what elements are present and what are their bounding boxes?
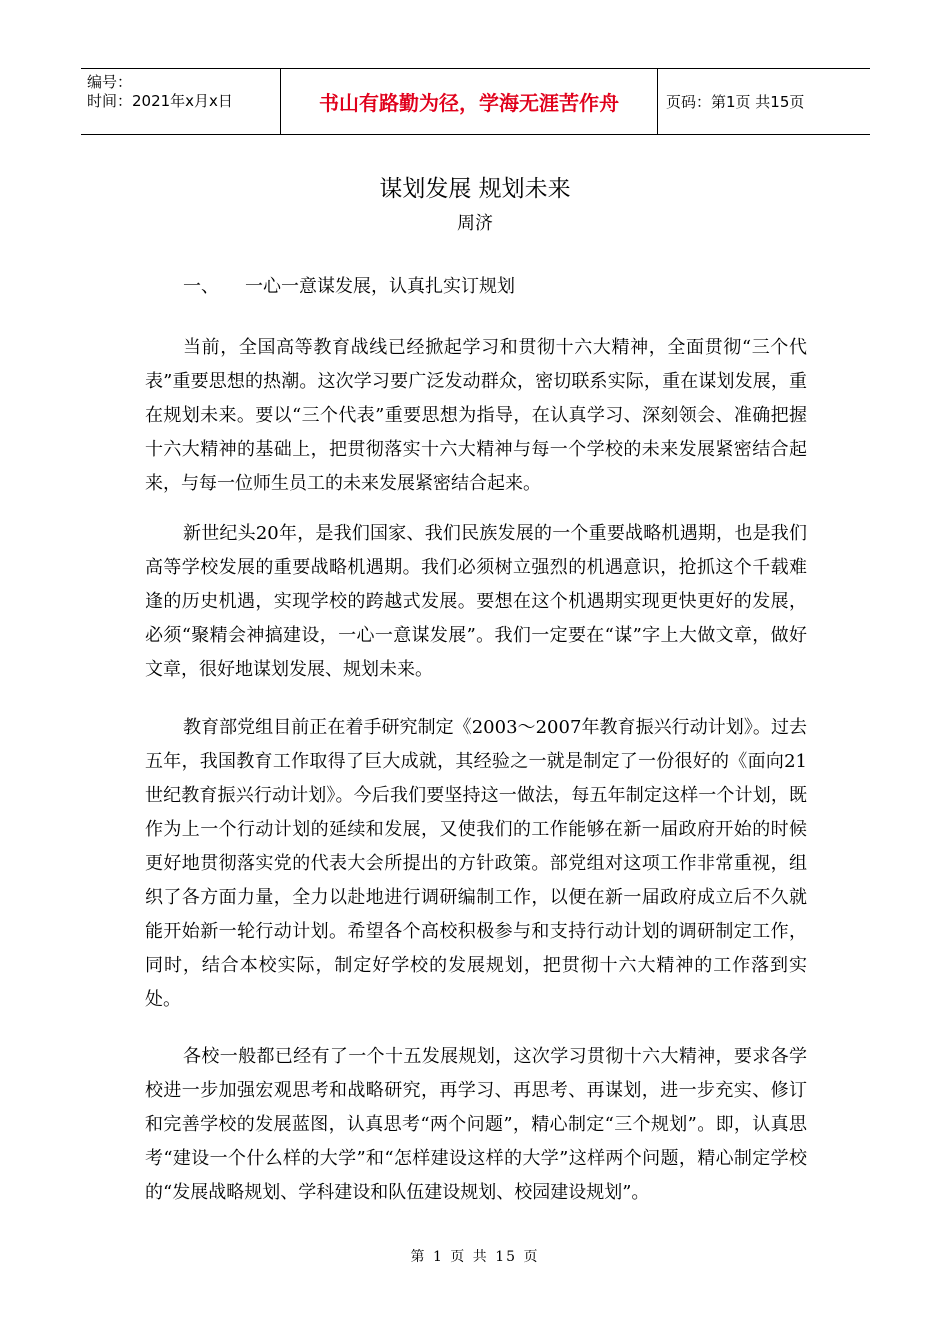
section-heading — [183, 272, 515, 298]
page-header — [81, 68, 870, 135]
page-footer: 第 1 页 共 15 页 — [410, 1249, 540, 1265]
section-title: 一心一意谋发展，认真扎实订规划 — [245, 276, 515, 297]
header-page-info: 页码：第1页 共15页 — [666, 93, 805, 111]
header-meta — [81, 69, 281, 134]
header-motto: 书山有路勤为径，学海无涯苦作舟 — [281, 69, 658, 134]
document-author: 周济 — [457, 213, 493, 234]
document-title: 谋划发展 规划未来 — [379, 176, 571, 202]
paragraph-3: 教育部党组目前正在着手研究制定《2003～2007年教育振兴行动计划》。过去五年，我国教育工作取得了巨大成就，其经验之一就是制定了一份很好的《面向21世纪教育振兴行动计划》。今后我们要坚持这一做法，每五年制定这样一个计划，既作为上一个行动计划的延续和发展，又使我们的工作能够在新一届政府开始的时候更好地贯彻落实党的代表大会所提出的方针政策。部党组对这项工作非常重视，组织了各方面力量，全力以赴地进行调研编制工作，以便在新一届政府成立后不久就能开始新一轮行动计划。希望各个高校积极参与和支持行动计划的调研制定工作，同时，结合本校实际，制定好学校的发展规划，把贯彻十六大精神的工作落到实处。 — [145, 717, 807, 1010]
paragraph-4: 各校一般都已经有了一个十五发展规划，这次学习贯彻十六大精神，要求各学校进一步加强宏观思考和战略研究，再学习、再思考、再谋划，进一步充实、修订和完善学校的发展蓝图，认真思考“两个问题”，精心制定“三个规划”。即，认真思考“建设一个什么样的大学”和“怎样建设这样的大学”这样两个问题，精心制定学校的“发展战略规划、学科建设和队伍建设规划、校园建设规划”。 — [145, 1046, 807, 1203]
number-label: 编号： — [87, 73, 133, 91]
section-number: 一、 — [183, 276, 219, 297]
time-label: 时间：2021年x月x日 — [87, 92, 233, 110]
paragraph-1: 当前，全国高等教育战线已经掀起学习和贯彻十六大精神，全面贯彻“三个代表”重要思想的热潮。这次学习要广泛发动群众，密切联系实际，重在谋划发展，重在规划未来。要以“三个代表”重要思想为指导，在认真学习、深刻领会、准确把握十六大精神的基础上，把贯彻落实十六大精神与每一个学校的未来发展紧密结合起来，与每一位师生员工的未来发展紧密结合起来。 — [145, 337, 807, 494]
paragraph-2: 新世纪头20年，是我们国家、我们民族发展的一个重要战略机遇期，也是我们高等学校发展的重要战略机遇期。我们必须树立强烈的机遇意识，抢抓这个千载难逢的历史机遇，实现学校的跨越式发展。要想在这个机遇期实现更快更好的发展，必须“聚精会神搞建设，一心一意谋发展”。我们一定要在“谋”字上大做文章，做好文章，很好地谋划发展、规划未来。 — [145, 523, 807, 680]
